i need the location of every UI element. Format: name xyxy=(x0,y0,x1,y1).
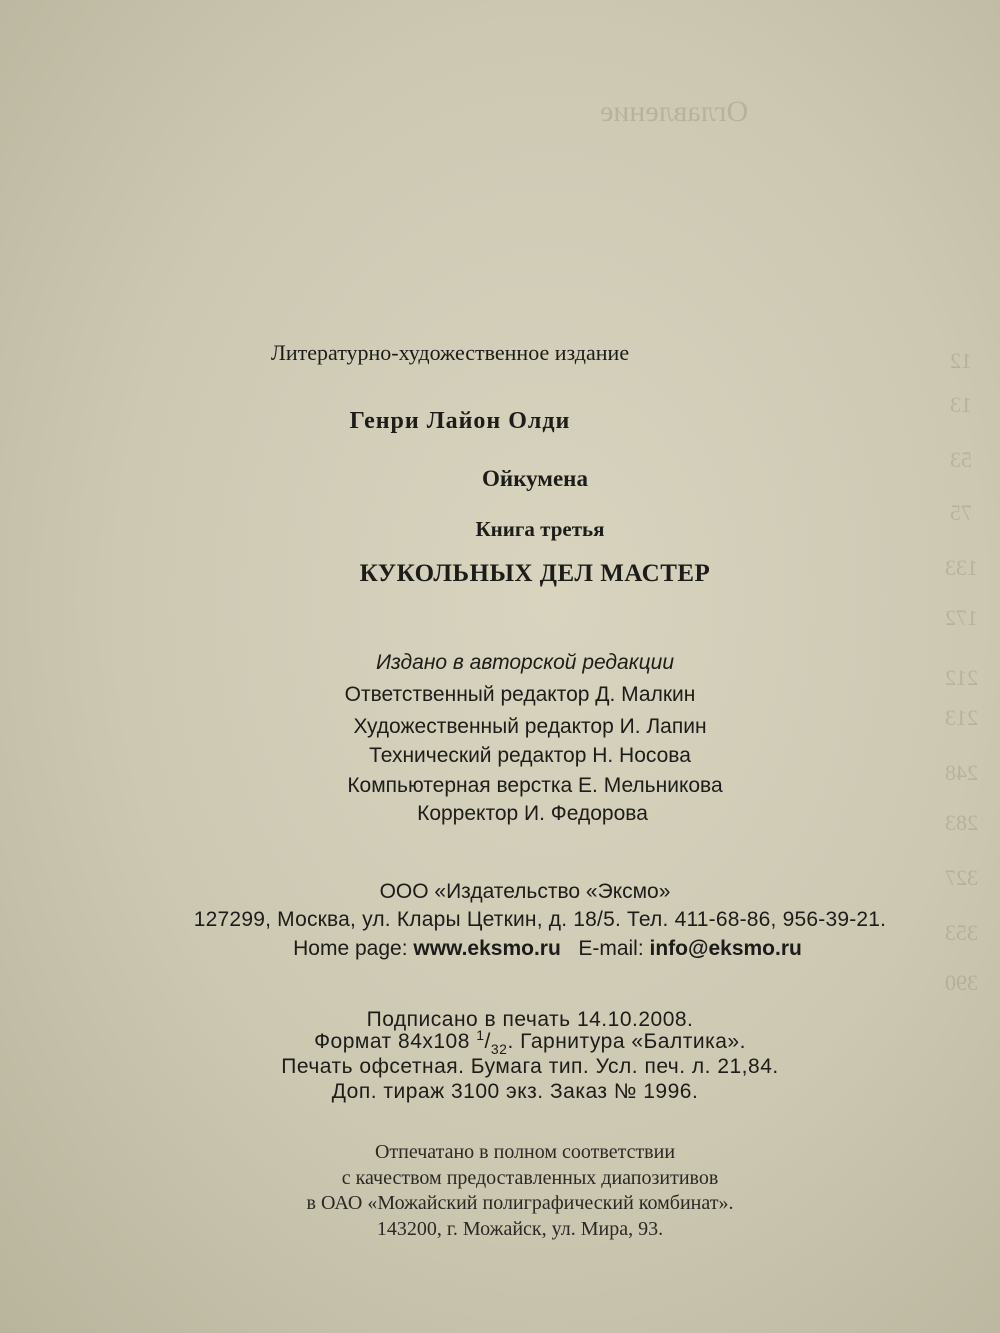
print-run: Доп. тираж 3100 экз. Заказ № 1996. xyxy=(331,1080,699,1103)
book-number: Книга третья xyxy=(475,517,605,541)
print-paper: Печать офсетная. Бумага тип. Усл. печ. л. 21,84. xyxy=(281,1055,779,1078)
bleed-through-heading: Оглавление xyxy=(600,95,749,128)
printer-line: 143200, г. Можайск, ул. Мира, 93. xyxy=(376,1218,664,1240)
bleed-through-page-number: 12 xyxy=(950,348,972,373)
bleed-through-page-number: 390 xyxy=(945,970,978,995)
credits-line: Художественный редактор И. Лапин xyxy=(353,715,707,738)
bleed-through-page-number: 353 xyxy=(945,920,978,945)
publisher-address: 127299, Москва, ул. Клары Цеткин, д. 18/5. Тел. 411-68-86, 956-39-21. xyxy=(193,908,887,931)
printer-line: Отпечатано в полном соответствии xyxy=(374,1141,676,1163)
credits-line: Ответственный редактор Д. Малкин xyxy=(344,683,696,706)
series-title: Ойкумена xyxy=(482,466,588,491)
credits-line: Корректор И. Федорова xyxy=(417,802,648,825)
printer-line: в ОАО «Можайский полиграфический комбинат». xyxy=(306,1192,734,1214)
print-signed-date: Подписано в печать 14.10.2008. xyxy=(366,1008,694,1031)
printer-line: с качеством предоставленных диапозитивов xyxy=(341,1167,719,1189)
format-suffix: . Гарнитура «Балтика». xyxy=(507,1030,746,1053)
bleed-through-page-number: 283 xyxy=(945,810,978,835)
publisher-contacts xyxy=(0,937,1000,961)
credits-line: Компьютерная верстка Е. Мельникова xyxy=(347,774,723,797)
book-title: КУКОЛЬНЫХ ДЕЛ МАСТЕР xyxy=(359,560,711,587)
edition-type: Литературно-художественное издание xyxy=(270,340,630,365)
credits-line: Технический редактор Н. Носова xyxy=(369,744,691,767)
bleed-through-page-number: 53 xyxy=(950,447,972,472)
print-format: Формат 84х108 $^1/_{32}$. Гарнитура «Балтика». xyxy=(314,1027,746,1057)
publisher-name: ООО «Издательство «Эксмо» xyxy=(379,880,671,903)
credits-line: Издано в авторской редакции xyxy=(375,651,675,674)
format-fraction-numerator: 1 xyxy=(476,1027,485,1043)
bleed-through-page-number: 13 xyxy=(950,392,972,417)
bleed-through-page-number: 75 xyxy=(950,500,972,525)
email-label: E-mail: xyxy=(578,937,644,960)
bleed-through-page-number: 212 xyxy=(945,665,978,690)
homepage-label: Home page: xyxy=(293,937,408,960)
format-prefix: Формат 84х108 xyxy=(314,1030,470,1053)
bleed-through-page-number: 213 xyxy=(945,705,978,730)
author-name: Генри Лайон Олди xyxy=(349,408,571,434)
email-link: info@eksmo.ru xyxy=(649,937,802,960)
bleed-through-page-number: 327 xyxy=(945,865,978,890)
bleed-through-page-number: 248 xyxy=(945,760,978,785)
format-fraction-denominator: 32 xyxy=(490,1041,508,1057)
bleed-through-page-number: 133 xyxy=(945,555,978,580)
bleed-through-page-number: 172 xyxy=(945,605,978,630)
homepage-link: www.eksmo.ru xyxy=(413,937,561,960)
